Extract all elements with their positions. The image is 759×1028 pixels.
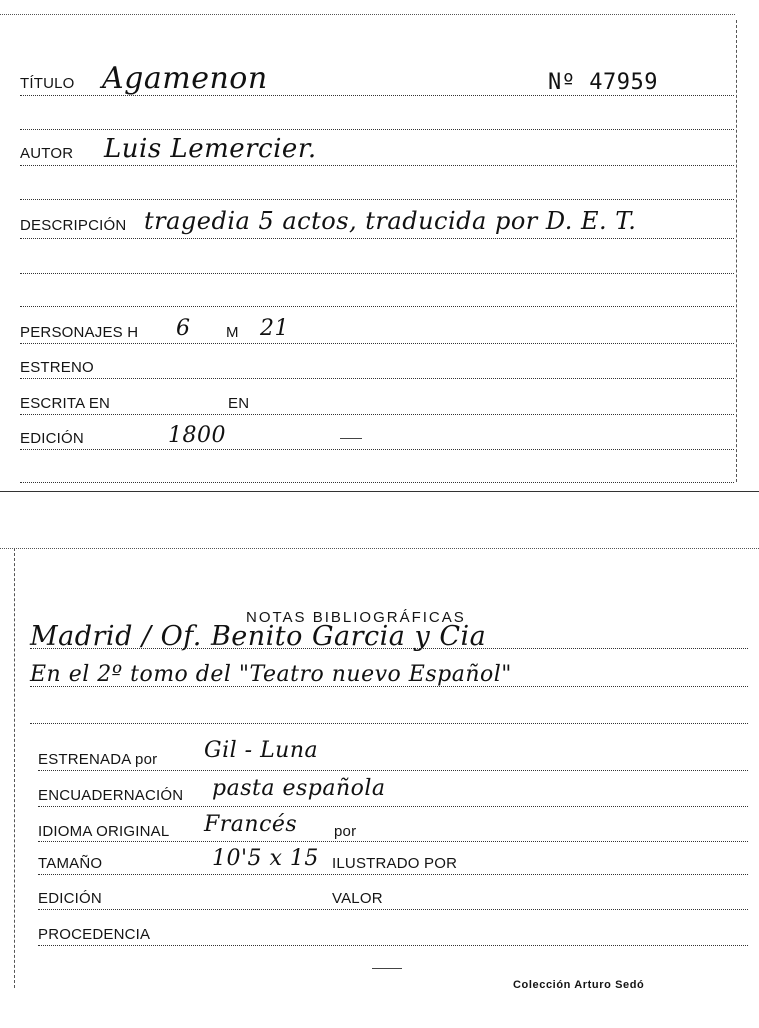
notas-heading: NOTAS BIBLIOGRÁFICAS: [246, 609, 466, 626]
escrita-label: ESCRITA EN: [20, 395, 111, 412]
blank-rule-1: [20, 129, 734, 130]
edicion-back-rule: [38, 909, 748, 910]
notes-rule-3: [30, 723, 748, 724]
card-separator: [0, 491, 759, 492]
personajes-m-label: M: [226, 324, 239, 341]
back-top-border: [0, 548, 759, 549]
tamano-label: TAMAÑO: [38, 855, 103, 872]
ilustrado-label: ILUSTRADO POR: [332, 855, 458, 872]
descripcion-label: DESCRIPCIÓN: [20, 217, 127, 234]
idioma-label: IDIOMA ORIGINAL: [38, 823, 170, 840]
back-card: [0, 540, 759, 1028]
autor-label: AUTOR: [20, 145, 74, 162]
blank-rule-5: [20, 482, 734, 483]
autor-value: Luis Lemercier.: [104, 134, 317, 164]
valor-label: VALOR: [332, 890, 383, 907]
catalog-number: Nº 47959: [548, 70, 658, 95]
tamano-rule: [38, 874, 748, 875]
blank-rule-2: [20, 199, 734, 200]
tamano-value: 10'5 x 15: [212, 846, 319, 871]
estreno-label: ESTRENO: [20, 359, 94, 376]
edicion-rule: [20, 449, 734, 450]
autor-rule: [20, 165, 734, 166]
idioma-por-label: por: [334, 823, 357, 840]
front-card: [0, 0, 759, 492]
personajes-rule: [20, 343, 734, 344]
procedencia-label: PROCEDENCIA: [38, 926, 151, 943]
front-top-border: [0, 14, 735, 15]
descripcion-value: tragedia 5 actos, traducida por D. E. T.: [144, 207, 637, 235]
estrenada-label: ESTRENADA por: [38, 751, 158, 768]
edicion-value: 1800: [168, 423, 226, 448]
back-left-border: [14, 548, 15, 988]
procedencia-rule: [38, 945, 748, 946]
estrenada-rule: [38, 770, 748, 771]
collection-footer: Colección Arturo Sedó: [513, 979, 645, 991]
personajes-m-value: 21: [260, 316, 289, 341]
idioma-value: Francés: [204, 812, 298, 837]
blank-rule-4: [20, 306, 734, 307]
estrenada-value: Gil - Luna: [204, 738, 319, 763]
pen-mark: [340, 438, 362, 439]
blank-rule-3: [20, 273, 734, 274]
idioma-rule: [38, 841, 748, 842]
notes-line-1: Madrid / Of. Benito Garcia y Cia: [30, 621, 487, 652]
personajes-h-value: 6: [176, 316, 191, 341]
notes-rule-1: [30, 648, 748, 649]
encuadernacion-rule: [38, 806, 748, 807]
notes-rule-2: [30, 686, 748, 687]
encuadernacion-value: pasta española: [212, 776, 386, 801]
escrita-rule: [20, 414, 734, 415]
encuadernacion-label: ENCUADERNACIÓN: [38, 787, 184, 804]
notes-line-2: En el 2º tomo del "Teatro nuevo Español": [30, 662, 512, 687]
edicion-label: EDICIÓN: [20, 430, 84, 447]
descripcion-rule: [20, 238, 734, 239]
titulo-rule: [20, 95, 734, 96]
front-right-border: [736, 20, 737, 482]
escrita-en-label: EN: [228, 395, 250, 412]
titulo-label: TÍTULO: [20, 75, 75, 92]
titulo-value: Agamenon: [102, 61, 268, 96]
pen-mark-back: [372, 968, 402, 969]
personajes-label: PERSONAJES H: [20, 324, 139, 341]
estreno-rule: [20, 378, 734, 379]
edicion-back-label: EDICIÓN: [38, 890, 102, 907]
